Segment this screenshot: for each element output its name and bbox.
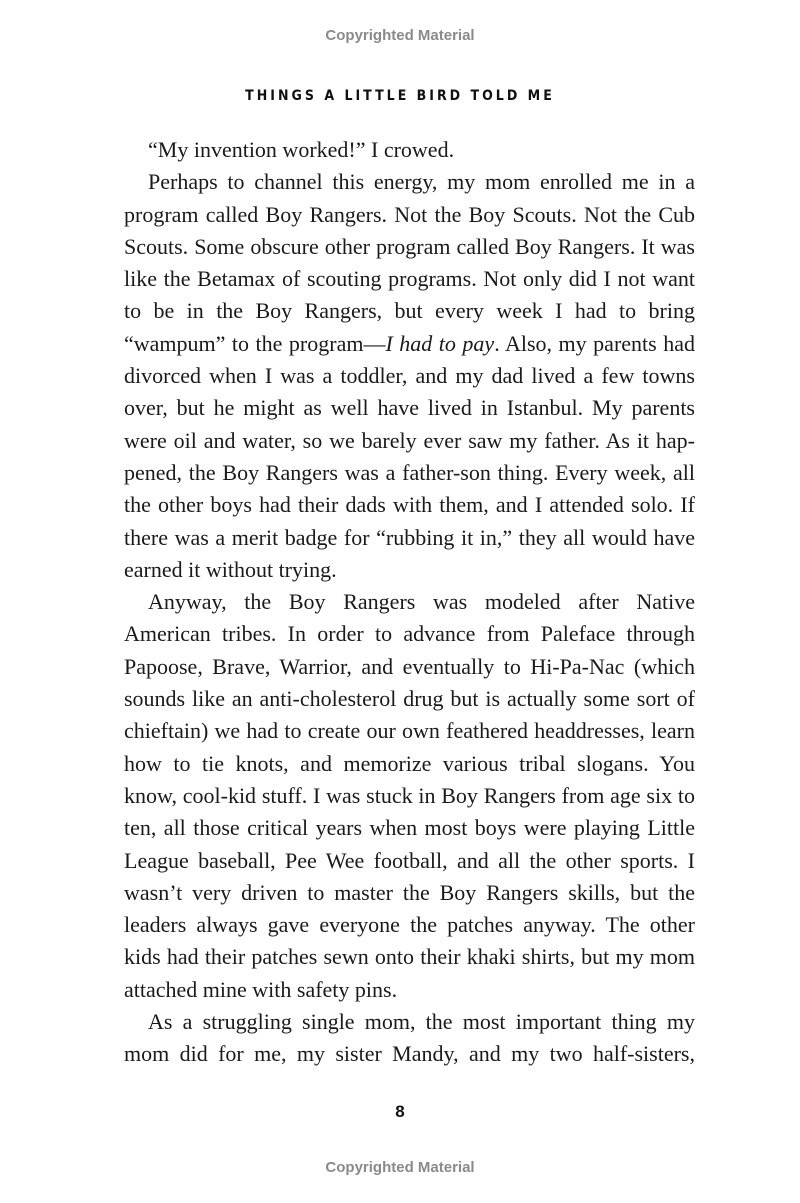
body-text: [124, 134, 695, 1071]
paragraph-text: Anyway, the Boy Rangers was modeled after Native American tribes. In order to advance from Paleface through Papoose, Brave, Warrior, and eventually to Hi-Pa-Nac (which sounds like an anti-cholesterol drug but is actually some sort of chieftain) we had to create our own feathered headdresses, learn how to tie knots, and memorize various tribal slogans. You know, cool-kid stuff. I was stuck in Boy Rangers from age six to ten, all those critical years when most boys were playing Little League baseball, Pee Wee football, and all the other sports. I wasn’t very driven to master the Boy Rangers skills, but the leaders always gave everyone the patches anyway. The other kids had their patches sewn onto their khaki shirts, but my mom attached mine with safety pins.: [124, 589, 695, 1002]
emphasis-text: I had to pay: [385, 330, 495, 356]
copyright-watermark-top: Copyrighted Material: [325, 27, 475, 44]
paragraph: [124, 586, 695, 1006]
paragraph: [124, 1006, 695, 1071]
paragraph-text: As a struggling single mom, the most important thing my mom did for me, my sister Mandy, and my two half-sisters,: [124, 1009, 695, 1067]
running-head: THINGS A LITTLE BIRD TOLD ME: [245, 88, 555, 104]
paragraph: [124, 166, 695, 586]
paragraph: [124, 134, 695, 166]
paragraph-text: . Also, my parents had divorced when I was a toddler, and my dad lived a few towns over, but he might as well have lived in Istanbul. My parents were oil and water, so we barely ever saw my father. As it happened, the Boy Rangers was a father-son thing. Every week, all the other boys had their dads with them, and I attended solo. If there was a merit badge for “rubbing it in,” they all would have earned it without trying.: [124, 330, 695, 582]
paragraph-text: “My invention worked!” I crowed.: [148, 137, 455, 162]
paragraph-text: Perhaps to channel this energy, my mom enrolled me in a program called Boy Rangers. Not the Boy Scouts. Not the Cub Scouts. Some obscure other program called Boy Rangers. It was like the Betamax of scouting programs. Not only did I not want to be in the Boy Rangers, but every week I had to bring “wampum” to the program—: [124, 169, 695, 356]
copyright-watermark-bottom: Copyrighted Material: [325, 1159, 475, 1176]
page-number: 8: [395, 1102, 405, 1121]
